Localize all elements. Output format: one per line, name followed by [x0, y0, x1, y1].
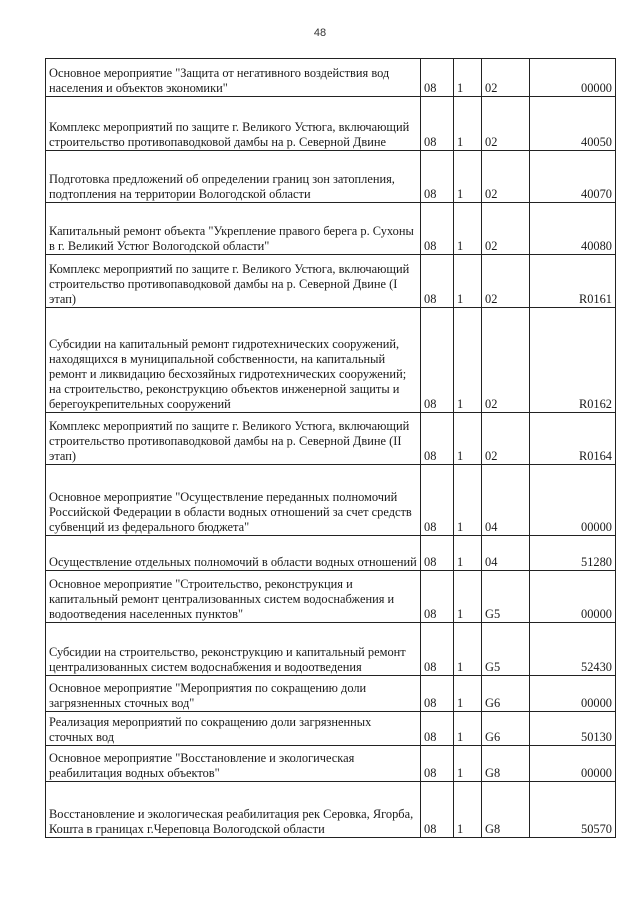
cell-section: 08 — [421, 571, 454, 623]
cell-section: 08 — [421, 536, 454, 571]
cell-code: 40050 — [530, 97, 616, 151]
table-row — [46, 782, 616, 838]
table-row — [46, 623, 616, 676]
cell-subprogram: 1 — [454, 255, 482, 308]
cell-section: 08 — [421, 413, 454, 465]
table-row — [46, 571, 616, 623]
cell-subprogram: 1 — [454, 308, 482, 413]
cell-name: Восстановление и экологическая реабилитация рек Серовка, Ягорба, Кошта в границах г.Череповца Вологодской области — [46, 782, 421, 838]
cell-subprogram: 1 — [454, 782, 482, 838]
cell-name: Реализация мероприятий по сокращению доли загрязненных сточных вод — [46, 712, 421, 746]
cell-name: Комплекс мероприятий по защите г. Великого Устюга, включающий строительство противопаводковой дамбы на р. Северной Двине (I этап) — [46, 255, 421, 308]
cell-subprogram: 1 — [454, 203, 482, 255]
cell-event: 02 — [482, 151, 530, 203]
table-row — [46, 746, 616, 782]
cell-code: 50570 — [530, 782, 616, 838]
cell-name: Субсидии на капитальный ремонт гидротехнических сооружений, находящихся в муниципальной собственности, на капитальный ремонт и ликвидацию бесхозяйных гидротехнических сооружений; на строительство, реконструкцию объектов инженерной защиты и берегоукрепительных сооружений — [46, 308, 421, 413]
table-row — [46, 203, 616, 255]
cell-code: 52430 — [530, 623, 616, 676]
cell-event: G6 — [482, 676, 530, 712]
table-row — [46, 676, 616, 712]
cell-section: 08 — [421, 59, 454, 97]
cell-event: 02 — [482, 413, 530, 465]
cell-event: 04 — [482, 536, 530, 571]
cell-code: R0162 — [530, 308, 616, 413]
cell-section: 08 — [421, 712, 454, 746]
cell-name: Осуществление отдельных полномочий в области водных отношений — [46, 536, 421, 571]
cell-section: 08 — [421, 465, 454, 536]
cell-code: R0164 — [530, 413, 616, 465]
table-row — [46, 413, 616, 465]
cell-section: 08 — [421, 97, 454, 151]
cell-section: 08 — [421, 151, 454, 203]
table-row — [46, 59, 616, 97]
page-number: 48 — [313, 27, 327, 39]
cell-event: 02 — [482, 255, 530, 308]
cell-subprogram: 1 — [454, 712, 482, 746]
table-row — [46, 151, 616, 203]
cell-section: 08 — [421, 203, 454, 255]
cell-name: Основное мероприятие "Восстановление и экологическая реабилитация водных объектов" — [46, 746, 421, 782]
table-row — [46, 465, 616, 536]
cell-event: G8 — [482, 782, 530, 838]
cell-code: 40080 — [530, 203, 616, 255]
cell-subprogram: 1 — [454, 59, 482, 97]
cell-name: Основное мероприятие "Осуществление переданных полномочий Российской Федерации в области водных отношений за счет средств субвенций из федерального бюджета" — [46, 465, 421, 536]
table-row — [46, 308, 616, 413]
cell-code: 40070 — [530, 151, 616, 203]
cell-subprogram: 1 — [454, 536, 482, 571]
cell-name: Основное мероприятие "Защита от негативного воздействия вод населения и объектов экономики" — [46, 59, 421, 97]
table-row — [46, 712, 616, 746]
cell-code: 00000 — [530, 571, 616, 623]
cell-subprogram: 1 — [454, 571, 482, 623]
cell-subprogram: 1 — [454, 623, 482, 676]
cell-subprogram: 1 — [454, 97, 482, 151]
cell-name: Субсидии на строительство, реконструкцию и капитальный ремонт централизованных систем водоснабжения и водоотведения — [46, 623, 421, 676]
cell-section: 08 — [421, 623, 454, 676]
table-row — [46, 255, 616, 308]
cell-name: Основное мероприятие "Мероприятия по сокращению доли загрязненных сточных вод" — [46, 676, 421, 712]
cell-section: 08 — [421, 255, 454, 308]
cell-code: 00000 — [530, 676, 616, 712]
cell-event: 02 — [482, 59, 530, 97]
cell-name: Капитальный ремонт объекта "Укрепление правого берега р. Сухоны в г. Великий Устюг Вологодской области" — [46, 203, 421, 255]
cell-code: R0161 — [530, 255, 616, 308]
cell-subprogram: 1 — [454, 413, 482, 465]
cell-event: 02 — [482, 308, 530, 413]
cell-section: 08 — [421, 746, 454, 782]
cell-event: G8 — [482, 746, 530, 782]
cell-code: 51280 — [530, 536, 616, 571]
cell-name: Комплекс мероприятий по защите г. Великого Устюга, включающий строительство противопаводковой дамбы на р. Северной Двине — [46, 97, 421, 151]
cell-code: 00000 — [530, 465, 616, 536]
cell-subprogram: 1 — [454, 465, 482, 536]
cell-name: Подготовка предложений об определении границ зон затопления, подтопления на территории Вологодской области — [46, 151, 421, 203]
cell-event: 02 — [482, 97, 530, 151]
budget-classification-table — [45, 58, 616, 838]
cell-event: 02 — [482, 203, 530, 255]
cell-section: 08 — [421, 676, 454, 712]
cell-event: G5 — [482, 571, 530, 623]
cell-code: 50130 — [530, 712, 616, 746]
cell-subprogram: 1 — [454, 746, 482, 782]
cell-code: 00000 — [530, 746, 616, 782]
cell-name: Основное мероприятие "Строительство, реконструкция и капитальный ремонт централизованных систем водоснабжения и водоотведения населенных пунктов" — [46, 571, 421, 623]
cell-event: G6 — [482, 712, 530, 746]
cell-section: 08 — [421, 308, 454, 413]
cell-event: 04 — [482, 465, 530, 536]
cell-subprogram: 1 — [454, 676, 482, 712]
table-row — [46, 97, 616, 151]
cell-code: 00000 — [530, 59, 616, 97]
cell-name: Комплекс мероприятий по защите г. Великого Устюга, включающий строительство противопаводковой дамбы на р. Северной Двине (II этап) — [46, 413, 421, 465]
table-row — [46, 536, 616, 571]
cell-event: G5 — [482, 623, 530, 676]
cell-section: 08 — [421, 782, 454, 838]
cell-subprogram: 1 — [454, 151, 482, 203]
